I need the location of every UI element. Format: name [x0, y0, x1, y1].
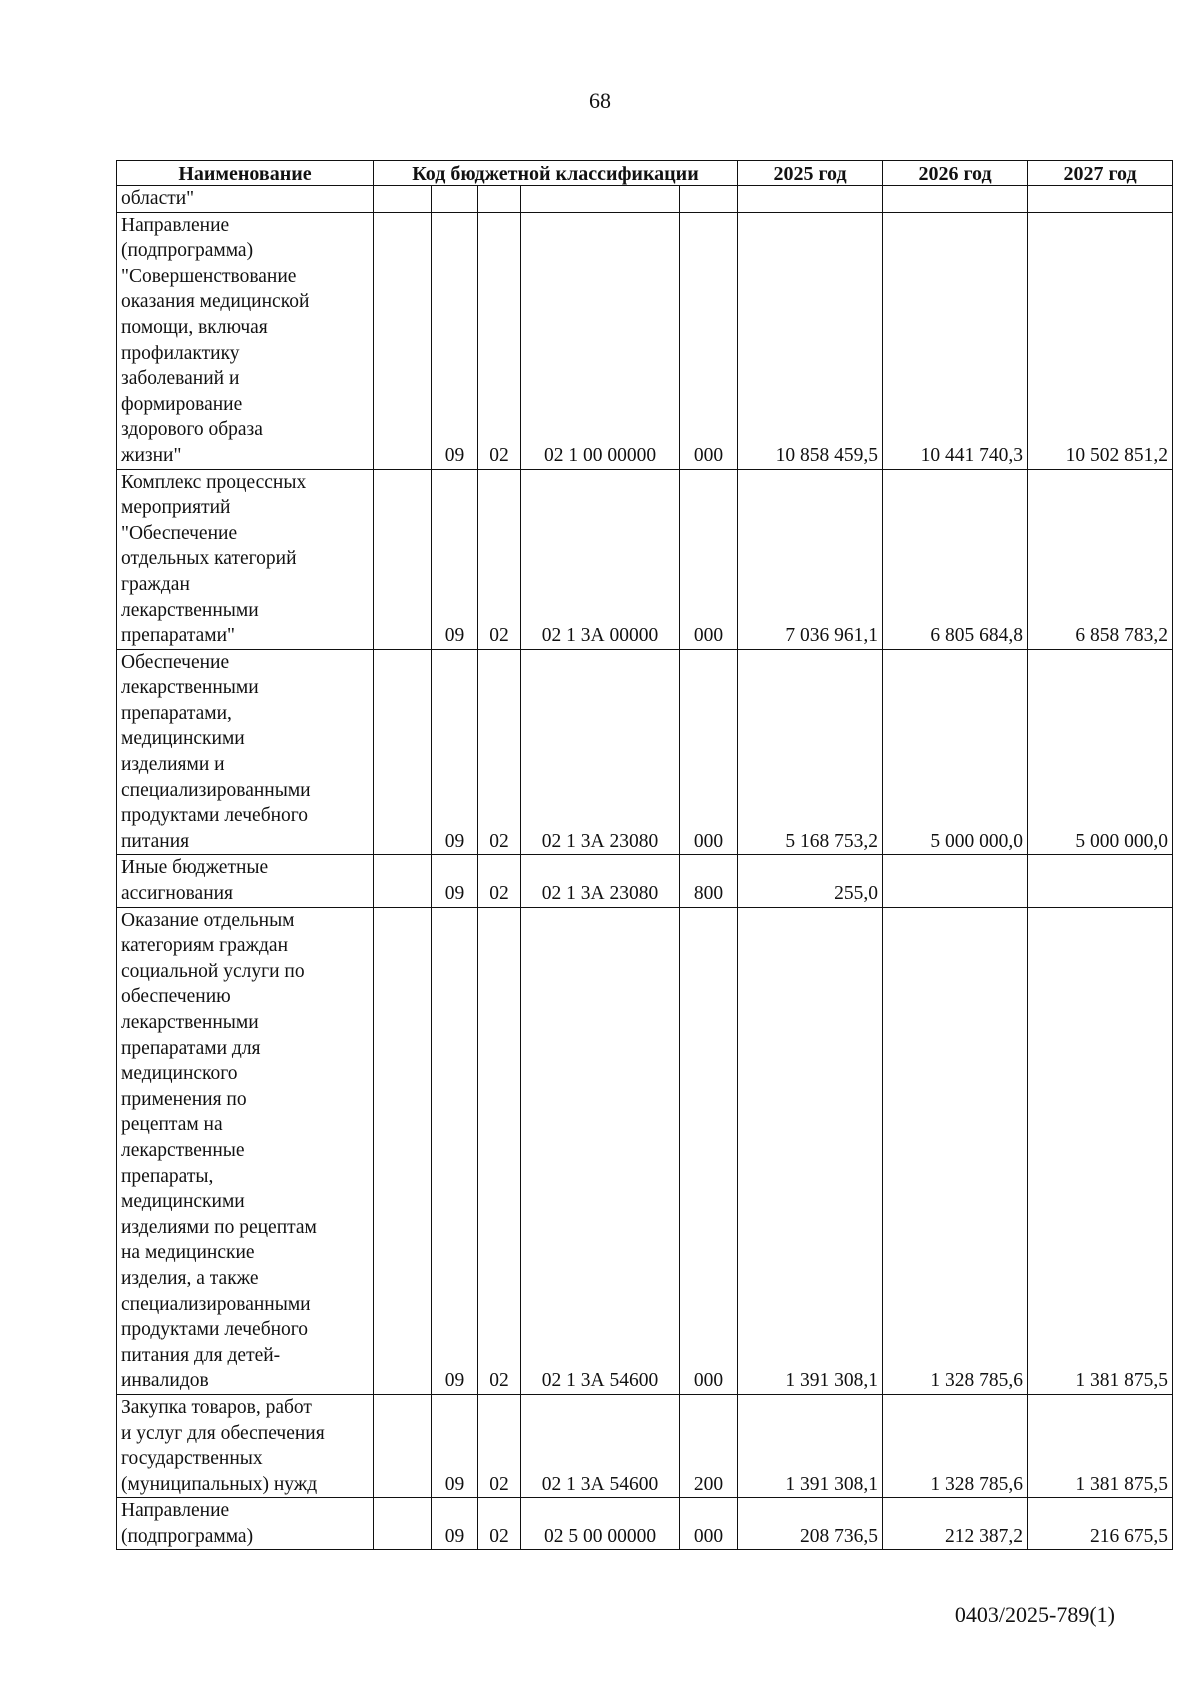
row-code-empty — [374, 212, 432, 469]
row-value-2027 — [1028, 855, 1173, 907]
row-value-2027: 10 502 851,2 — [1028, 212, 1173, 469]
row-value-2026 — [883, 855, 1028, 907]
header-2025: 2025 год — [738, 161, 883, 186]
row-code-empty — [374, 855, 432, 907]
row-code-target: 02 5 00 00000 — [521, 1498, 680, 1550]
row-code-section — [432, 186, 478, 213]
row-value-2027: 1 381 875,5 — [1028, 907, 1173, 1394]
row-value-2025: 1 391 308,1 — [738, 1394, 883, 1497]
row-code-subsection: 02 — [478, 212, 521, 469]
row-code-target: 02 1 3А 54600 — [521, 1394, 680, 1497]
document-code: 0403/2025-789(1) — [954, 1602, 1115, 1627]
row-value-2026: 1 328 785,6 — [883, 1394, 1028, 1497]
row-code-target: 02 1 00 00000 — [521, 212, 680, 469]
row-code-subsection — [478, 186, 521, 213]
row-code-expense-type: 000 — [680, 469, 738, 649]
row-name: Обеспечение лекарственными препаратами, медицинскими изделиями и специализированными продуктами лечебного питания — [117, 649, 374, 855]
row-value-2027 — [1028, 186, 1173, 213]
row-name: Иные бюджетные ассигнования — [117, 855, 374, 907]
row-value-2025: 10 858 459,5 — [738, 212, 883, 469]
row-code-expense-type: 000 — [680, 907, 738, 1394]
row-code-section: 09 — [432, 907, 478, 1394]
row-value-2025: 7 036 961,1 — [738, 469, 883, 649]
row-value-2025: 255,0 — [738, 855, 883, 907]
row-name: Оказание отдельным категориям граждан социальной услуги по обеспечению лекарственными препаратами для медицинского применения по рецептам на лекарственные препараты, медицинскими изделиями по рецептам на медицинские изделия, а также специализированными продуктами лечебного питания для детей- инвалидов — [117, 907, 374, 1394]
row-code-subsection: 02 — [478, 1394, 521, 1497]
row-code-section: 09 — [432, 1498, 478, 1550]
row-name: Направление (подпрограмма) "Совершенствование оказания медицинской помощи, включая профилактику заболеваний и формирование здорового образа жизни" — [117, 212, 374, 469]
row-code-subsection: 02 — [478, 649, 521, 855]
row-code-section: 09 — [432, 855, 478, 907]
row-name: Комплекс процессных мероприятий "Обеспечение отдельных категорий граждан лекарственными препаратами" — [117, 469, 374, 649]
row-code-empty — [374, 186, 432, 213]
row-value-2027: 5 000 000,0 — [1028, 649, 1173, 855]
row-code-target: 02 1 3А 23080 — [521, 855, 680, 907]
row-code-target — [521, 186, 680, 213]
row-value-2026: 212 387,2 — [883, 1498, 1028, 1550]
row-code-expense-type: 000 — [680, 649, 738, 855]
row-name: Направление (подпрограмма) — [117, 1498, 374, 1550]
row-code-empty — [374, 469, 432, 649]
row-value-2027: 216 675,5 — [1028, 1498, 1173, 1550]
budget-table — [116, 160, 1173, 1550]
row-code-subsection: 02 — [478, 1498, 521, 1550]
row-value-2026: 5 000 000,0 — [883, 649, 1028, 855]
row-code-section: 09 — [432, 1394, 478, 1497]
row-code-subsection: 02 — [478, 469, 521, 649]
row-code-empty — [374, 1394, 432, 1497]
header-code: Код бюджетной классификации — [374, 161, 738, 186]
row-value-2026: 10 441 740,3 — [883, 212, 1028, 469]
table-row — [117, 1498, 1173, 1550]
table-body — [117, 186, 1173, 1550]
table-row — [117, 469, 1173, 649]
row-value-2026 — [883, 186, 1028, 213]
row-code-target: 02 1 3А 00000 — [521, 469, 680, 649]
row-name: области" — [117, 186, 374, 213]
row-code-target: 02 1 3А 54600 — [521, 907, 680, 1394]
row-code-expense-type: 800 — [680, 855, 738, 907]
table-row — [117, 649, 1173, 855]
page-number: 68 — [589, 88, 611, 113]
row-name: Закупка товаров, работ и услуг для обеспечения государственных (муниципальных) нужд — [117, 1394, 374, 1497]
row-code-expense-type — [680, 186, 738, 213]
table-header-row — [117, 161, 1173, 186]
row-value-2025: 1 391 308,1 — [738, 907, 883, 1394]
header-name: Наименование — [117, 161, 374, 186]
table-row — [117, 212, 1173, 469]
row-value-2026: 1 328 785,6 — [883, 907, 1028, 1394]
row-value-2025 — [738, 186, 883, 213]
row-value-2026: 6 805 684,8 — [883, 469, 1028, 649]
row-value-2027: 1 381 875,5 — [1028, 1394, 1173, 1497]
header-2027: 2027 год — [1028, 161, 1173, 186]
table-row — [117, 907, 1173, 1394]
row-code-empty — [374, 1498, 432, 1550]
row-code-section: 09 — [432, 469, 478, 649]
row-code-section: 09 — [432, 212, 478, 469]
row-code-subsection: 02 — [478, 855, 521, 907]
row-value-2027: 6 858 783,2 — [1028, 469, 1173, 649]
row-code-expense-type: 000 — [680, 212, 738, 469]
row-code-subsection: 02 — [478, 907, 521, 1394]
row-code-section: 09 — [432, 649, 478, 855]
row-code-empty — [374, 649, 432, 855]
table-row — [117, 186, 1173, 213]
table-row — [117, 855, 1173, 907]
header-2026: 2026 год — [883, 161, 1028, 186]
row-value-2025: 5 168 753,2 — [738, 649, 883, 855]
row-code-empty — [374, 907, 432, 1394]
row-code-target: 02 1 3А 23080 — [521, 649, 680, 855]
row-value-2025: 208 736,5 — [738, 1498, 883, 1550]
table-row — [117, 1394, 1173, 1497]
row-code-expense-type: 200 — [680, 1394, 738, 1497]
row-code-expense-type: 000 — [680, 1498, 738, 1550]
